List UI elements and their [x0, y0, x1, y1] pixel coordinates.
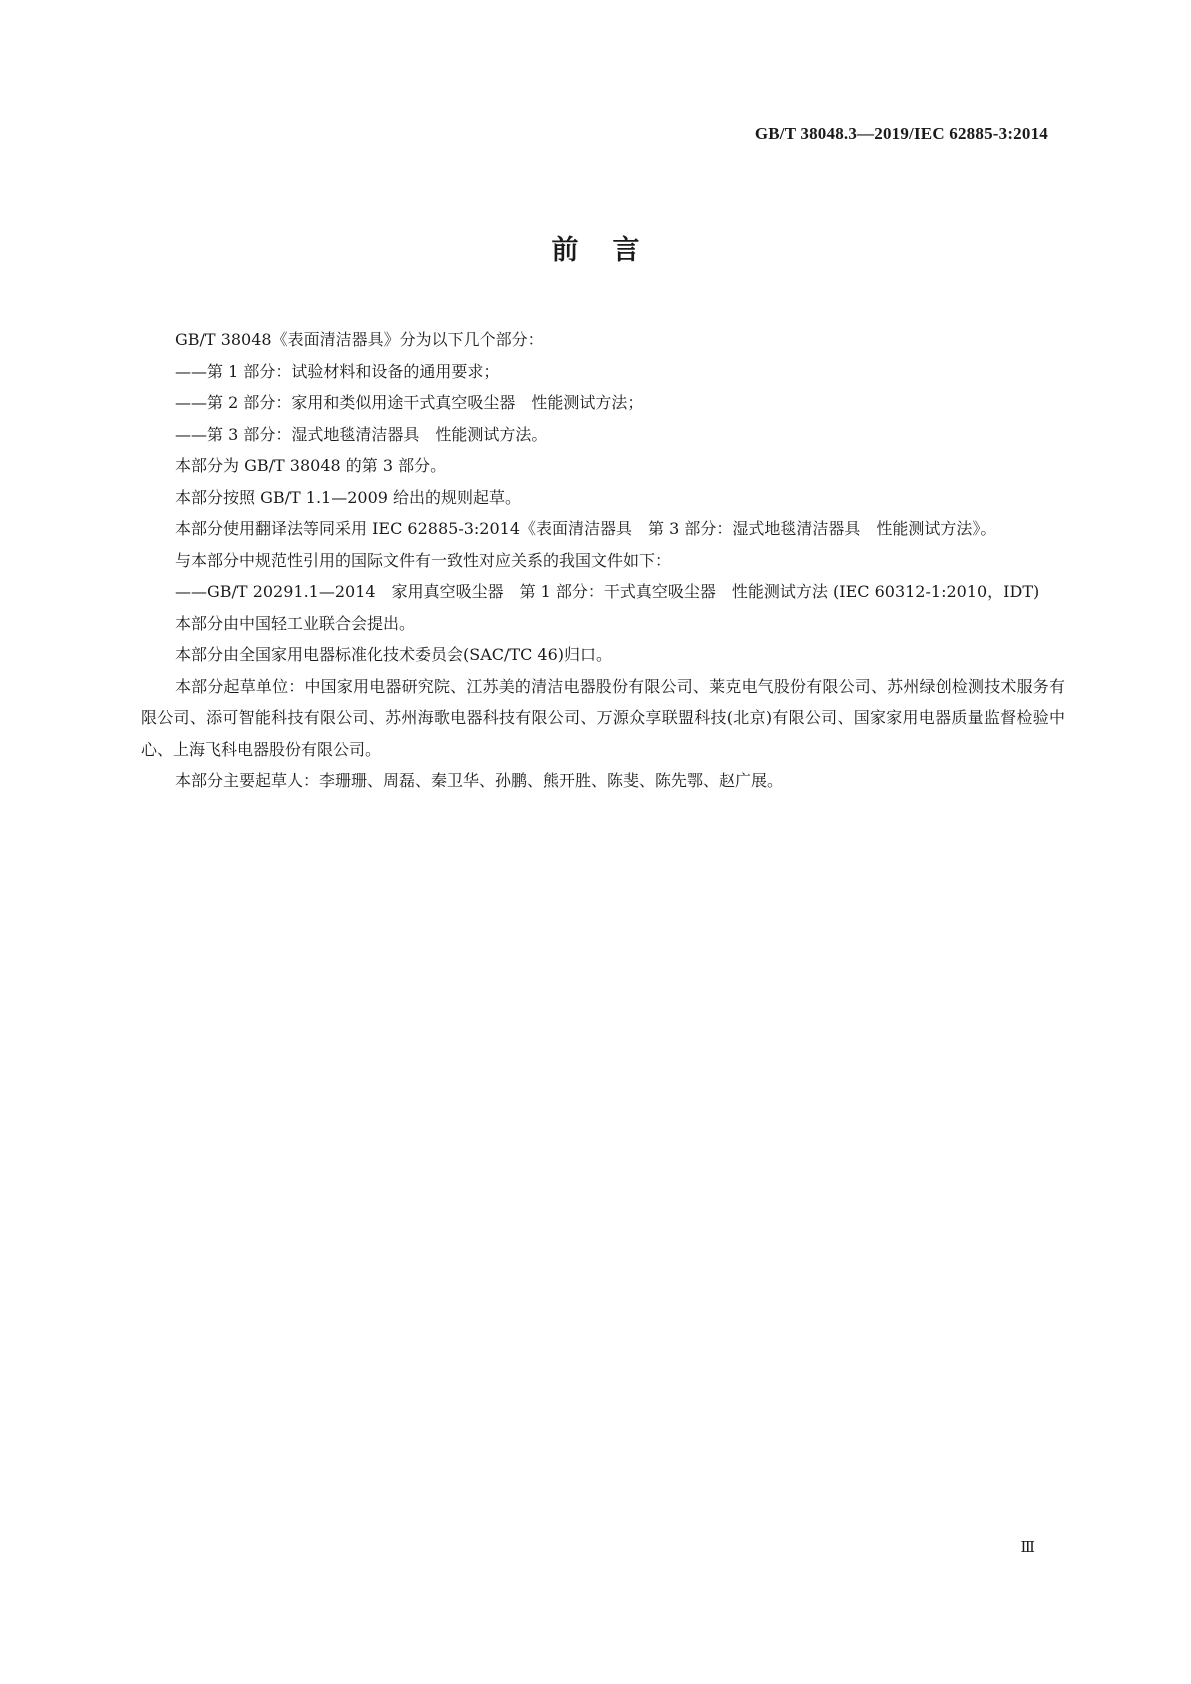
list-item-reference-1: ——GB/T 20291.1—2014 家用真空吸尘器 第 1 部分：干式真空吸尘器 性能测试方法 (IEC 60312-1:2010，IDT): [175, 582, 1040, 601]
list-item-part-1: ——第 1 部分：试验材料和设备的通用要求；: [175, 361, 500, 381]
list-item-part-3: ——第 3 部分：湿式地毯清洁器具 性能测试方法。: [175, 424, 548, 444]
page-number: Ⅲ: [1020, 1540, 1035, 1556]
paragraph-drafting-rules: 本部分按照 GB/T 1.1—2009 给出的规则起草。: [175, 487, 522, 507]
paragraph-proposed-by: 本部分由中国轻工业联合会提出。: [175, 613, 416, 633]
paragraph-drafting-units: 本部分起草单位：中国家用电器研究院、江苏美的清洁电器股份有限公司、莱克电气股份有限公司、苏州绿创检测技术服务有限公司、添可智能科技有限公司、苏州海歌电器科技有限公司、万源众享联盟科技(北京)有限公司、国家家用电器质量监督检验中心、上海飞科电器股份有限公司。: [141, 676, 1065, 759]
foreword-body: [141, 324, 1065, 797]
paragraph-correspondence: 与本部分中规范性引用的国际文件有一致性对应关系的我国文件如下：: [175, 550, 672, 570]
paragraph-managed-by: 本部分由全国家用电器标准化技术委员会(SAC/TC 46)归口。: [175, 645, 612, 664]
page-title: 前言: [551, 235, 674, 266]
paragraph-this-part: 本部分为 GB/T 38048 的第 3 部分。: [175, 456, 447, 475]
paragraph-translation: 本部分使用翻译法等同采用 IEC 62885-3:2014《表面清洁器具 第 3 部分：湿式地毯清洁器具 性能测试方法》。: [175, 519, 997, 538]
list-item-part-2: ——第 2 部分：家用和类似用途干式真空吸尘器 性能测试方法；: [175, 393, 644, 412]
standard-code-header: GB/T 38048.3—2019/IEC 62885-3:2014: [754, 124, 1048, 143]
paragraph-drafters: 本部分主要起草人：李珊珊、周磊、秦卫华、孙鹏、熊开胜、陈斐、陈先鄂、赵广展。: [175, 771, 784, 790]
paragraph-intro: GB/T 38048《表面清洁器具》分为以下几个部分：: [175, 330, 544, 349]
